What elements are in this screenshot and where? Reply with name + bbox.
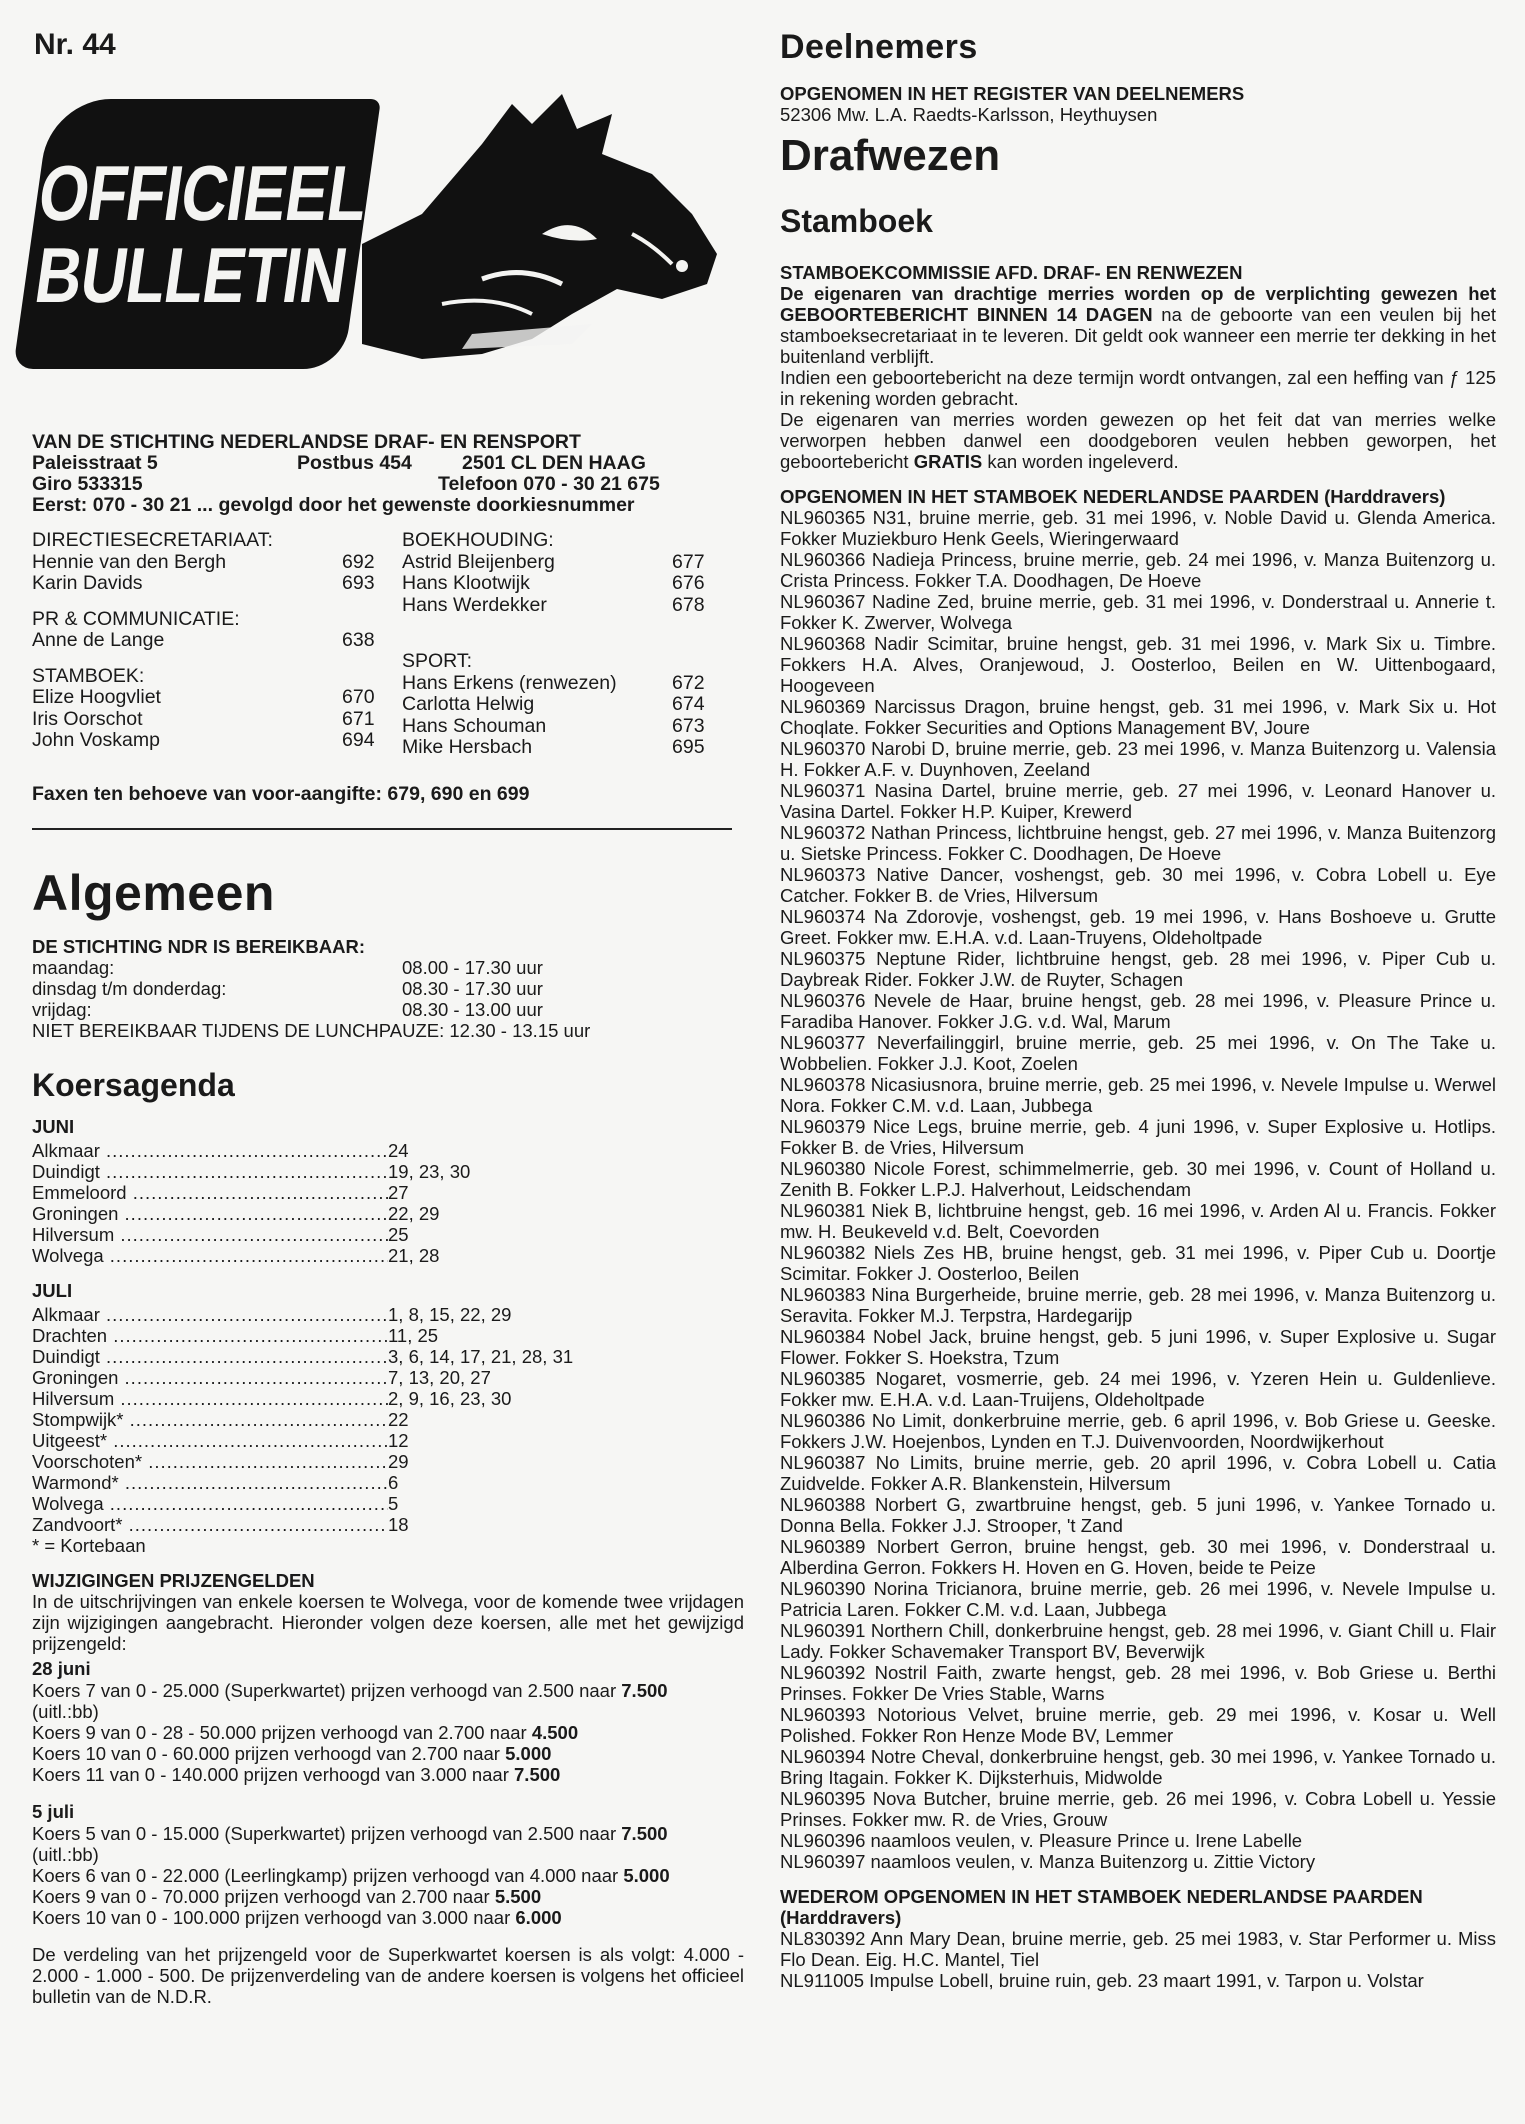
staff-name: John Voskamp [32,729,160,751]
agenda-dates: 1, 8, 15, 22, 29 [388,1303,512,1325]
agenda-venue: Voorschoten* ..... [32,1451,388,1472]
horse-entry: NL830392 Ann Mary Dean, bruine merrie, geb. 25 mei 1983, v. Star Performer u. Miss Flo Dean. Eig. H.C. Mantel, Tiel [780,1928,1496,1970]
stamboek-section [32,666,402,752]
prize-text: Koers 6 van 0 - 22.000 (Leerlingkamp) prijzen verhoogd van 4.000 naar [32,1864,624,1886]
staff-name: Hans Werdekker [402,593,547,616]
hours-row [32,999,744,1020]
staff-line [402,552,732,574]
staff-name: Hans Klootwijk [402,572,530,594]
staff-line [32,709,402,731]
staff-name: Elize Hoogvliet [32,686,161,708]
agenda-row [32,1304,744,1325]
staff-line [402,694,732,716]
pr-section [32,609,402,652]
horse-entry: NL960395 Nova Butcher, bruine merrie, geb. 26 mei 1996, v. Cobra Lobell u. Yessie Prinses. Fokker mw. R. de Vries, Grouw [780,1788,1496,1830]
first-digits: Eerst: 070 - 30 21 ... gevolgd door het gewenste doorkiesnummer [32,494,635,516]
horse-entry: NL960365 N31, bruine merrie, geb. 31 mei 1996, v. Noble David u. Glenda America. Fokker Muziekburo Henk Geels, Wieringerwaard [780,507,1496,549]
notice-p1-rest: na de geboorte van een veulen bij het stamboeksecretariaat in te leveren. Dit geldt ook wanneer een merrie ter dekking in het buitenland verblijft. [780,304,1496,367]
prize-text: (uitl.:bb) [32,1700,99,1722]
staff-line [32,552,402,574]
staff-col-2 [402,530,732,773]
staff-ext: 673 [672,714,705,737]
agenda-dates: 5 [388,1492,399,1514]
agenda-venue: Alkmaar ..... [32,1140,388,1161]
notice-p3-bold: GRATIS [913,451,983,472]
agenda-venue: Warmond* ..... [32,1472,388,1493]
staff-name: Astrid Bleijenberg [402,550,555,573]
staff-ext: 676 [672,572,705,594]
agenda-row [32,1409,744,1430]
agenda-dates: 25 [388,1223,409,1245]
prize-text: Koers 9 van 0 - 28 - 50.000 prijzen verhoogd van 2.700 naar [32,1721,532,1743]
wederom-entries [780,1928,1496,1991]
horse-entry: NL960377 Neverfailinggirl, bruine merrie, geb. 25 mei 1996, v. On The Take u. Wobbelien. Fokker J.J. Koot, Zoelen [780,1032,1496,1074]
agenda-venue: Hilversum ..... [32,1224,388,1245]
horse-entry: NL960392 Nostril Faith, zwarte hengst, geb. 28 mei 1996, v. Bob Griese u. Berthi Prinses. Fokker De Vries Stable, Warns [780,1662,1496,1704]
prize-amount: 7.500 [621,1822,668,1844]
agenda-venue: Hilversum ..... [32,1388,388,1409]
horse-entry: NL960391 Northern Chill, donkerbruine hengst, geb. 28 mei 1996, v. Giant Chill u. Flair Lady. Fokker Schavemaker Transport BV, Beverwijk [780,1620,1496,1662]
staff-line [402,673,732,695]
staff-ext: 695 [672,736,705,758]
prize-amount: 7.500 [514,1763,561,1785]
agenda-dates: 24 [388,1139,409,1161]
notice-p1-bold: De eigenaren van drachtige merries worden op de verplichting gewezen het GEBOORTEBERICHT BINNEN 14 DAGEN [780,283,1496,325]
horse-entry: NL960389 Norbert Gerron, bruine hengst, geb. 30 mei 1996, v. Donderstraal u. Alberdina Gerron. Fokkers H. Hoven en G. Hoven, beide te Peize [780,1536,1496,1578]
prize-text: (uitl.:bb) [32,1843,99,1865]
staff-col-1 [32,530,402,773]
agenda-row [32,1472,744,1493]
horse-entry: NL960378 Nicasiusnora, bruine merrie, geb. 25 mei 1996, v. Nevele Impulse u. Werwel Nora. Fokker C.M. v.d. Laan, Jubbega [780,1074,1496,1116]
prize-list-2 [32,1823,744,1928]
wijzigingen-outro: De verdeling van het prijzengeld voor de Superkwartet koersen is als volgt: 4.000 - 2.000 - 1.000 - 500. De prijzenverdeling van de andere koersen is volgens het officieel bulletin van de N.D.R. [32,1943,744,2007]
staff-directory [32,530,744,773]
prize-amount: 7.500 [621,1679,668,1701]
horse-entry: NL960386 No Limit, donkerbruine merrie, geb. 6 april 1996, v. Bob Griese u. Geeske. Fokkers J.W. Hoejenbos, Lynden en T.J. Duivenvoorden, Noordwijkerhout [780,1410,1496,1452]
street: Paleisstraat 5 [32,452,158,474]
horse-entry: NL960383 Nina Burgerheide, bruine merrie, geb. 28 mei 1996, v. Manza Buitenzorg u. Seravita. Fokker M.J. Terpstra, Hardegarijp [780,1284,1496,1326]
horse-entry: NL960387 No Limits, bruine merrie, geb. 20 april 1996, v. Cobra Lobell u. Catia Zuidvelde. Fokker A.R. Blankenstein, Hilversum [780,1452,1496,1494]
staff-line [402,595,732,617]
agenda-dates: 11, 25 [388,1324,439,1346]
hours-day: maandag: [32,956,115,978]
notice-p2: Indien een geboortebericht na deze termijn wordt ontvangen, zal een heffing van ƒ 125 in rekening worden gebracht. [780,367,1496,409]
staff-ext: 638 [342,629,375,651]
agenda-dates: 2, 9, 16, 23, 30 [388,1387,512,1409]
horse-entry: NL960370 Narobi D, bruine merrie, geb. 23 mei 1996, v. Manza Buitenzorg u. Valensia H. Fokker A.F. v. Duynhoven, Zeeland [780,738,1496,780]
notice-p1 [780,283,1496,367]
month-label: JULI [32,1279,73,1301]
month-label: JUNI [32,1115,75,1137]
prize-line [32,1844,744,1865]
staff-line [402,737,732,759]
agenda-row [32,1493,744,1514]
agenda-row [32,1161,744,1182]
staff-ext: 674 [672,693,705,715]
agenda-dates: 22, 29 [388,1202,440,1224]
prize-text: Koers 7 van 0 - 25.000 (Superkwartet) prijzen verhoogd van 2.500 naar [32,1679,622,1701]
horse-entry: NL960393 Notorious Velvet, bruine merrie, geb. 29 mei 1996, v. Kosar u. Well Polished. Fokker Ron Henze Mode BV, Lemmer [780,1704,1496,1746]
staff-ext: 671 [342,707,375,730]
contact-row [32,474,744,495]
agenda-venue: Stompwijk* ..... [32,1409,388,1430]
staff-ext: 672 [672,671,705,694]
publisher-block [32,432,744,516]
agenda-row [32,1224,744,1245]
agenda-row [32,1346,744,1367]
agenda-venue: Duindigt ..... [32,1161,388,1182]
algemeen-heading: Algemeen [32,864,275,921]
horse-entry: NL960372 Nathan Princess, lichtbruine hengst, geb. 27 mei 1996, v. Manza Buitenzorg u. Sietske Princess. Fokker C. Doodhagen, De Hoeve [780,822,1496,864]
notice-p3-c: kan worden ingeleverd. [982,451,1179,472]
prize-line [32,1865,744,1886]
bulletin-logo [32,84,722,384]
divider [32,828,732,830]
staff-name: Anne de Lange [32,629,165,651]
stamboek-entries [780,507,1496,1872]
kortebaan-note: * = Kortebaan [32,1534,146,1556]
staff-line [32,687,402,709]
prize-date: 28 juni [32,1657,91,1679]
stamboek-title: STAMBOEK: [32,664,145,687]
horse-entry: NL960382 Niels Zes HB, bruine hengst, geb. 31 mei 1996, v. Piper Cub u. Doortje Scimitar. Fokker J. Oosterloo, Beilen [780,1242,1496,1284]
staff-ext: 694 [342,729,375,751]
horse-entry: NL960369 Narcissus Dragon, bruine hengst, geb. 31 mei 1996, v. Mark Six u. Hot Choqlate. Fokker Securities and Options Management BV, Joure [780,696,1496,738]
commissie-title: STAMBOEKCOMMISSIE AFD. DRAF- EN RENWEZEN [780,262,1243,283]
horse-entry: NL960379 Nice Legs, bruine merrie, geb. 4 juni 1996, v. Super Explosive u. Hotlips. Fokker B. de Vries, Hilversum [780,1116,1496,1158]
horse-entry: NL960374 Na Zdorovje, voshengst, geb. 19 mei 1996, v. Hans Boshoeve u. Grutte Greet. Fokker mw. E.H.A. v.d. Laan-Truyens, Oldeholtpade [780,906,1496,948]
agenda-venue: Uitgeest* ..... [32,1430,388,1451]
opgenomen-title: OPGENOMEN IN HET STAMBOEK NEDERLANDSE PAARDEN (Harddravers) [780,486,1446,507]
left-column [32,28,744,2007]
horse-entry: NL960388 Norbert G, zwartbruine hengst, geb. 5 juni 1996, v. Yankee Tornado u. Donna Bella. Fokker J.J. Strooper, 't Zand [780,1494,1496,1536]
staff-name: Iris Oorschot [32,707,143,730]
juli-list [32,1304,744,1535]
prize-line [32,1743,744,1764]
horse-entry: NL960373 Native Dancer, voshengst, geb. 30 mei 1996, v. Cobra Lobell u. Eye Catcher. Fokker B. de Vries, Hilversum [780,864,1496,906]
hours-time: 08.00 - 17.30 uur [402,956,543,978]
sport-title: SPORT: [402,650,473,672]
staff-ext: 678 [672,593,705,616]
giro: Giro 533315 [32,473,143,495]
stamboek-heading: Stamboek [780,203,933,239]
fax-note: Faxen ten behoeve van voor-aangifte: 679, 690 en 699 [32,782,530,805]
prize-amount: 5.000 [623,1864,670,1886]
prize-line [32,1722,744,1743]
prize-text: Koers 9 van 0 - 70.000 prijzen verhoogd van 2.700 naar [32,1885,495,1907]
agenda-venue: Wolvega ..... [32,1245,388,1266]
prize-line [32,1701,744,1722]
staff-line [32,573,402,595]
agenda-dates: 19, 23, 30 [388,1160,471,1182]
prize-date: 5 juli [32,1800,75,1822]
agenda-row [32,1451,744,1472]
horse-entry: NL960384 Nobel Jack, bruine hengst, geb. 5 juni 1996, v. Super Explosive u. Sugar Flower. Fokker S. Hoekstra, Tzum [780,1326,1496,1368]
horse-entry: NL960371 Nasina Dartel, bruine merrie, geb. 27 mei 1996, v. Leonard Hanover u. Vasina Dartel. Fokker H.P. Kuiper, Krewerd [780,780,1496,822]
staff-line [32,730,402,752]
staff-name: Hans Erkens (renwezen) [402,671,617,694]
agenda-row [32,1245,744,1266]
horse-entry: NL960394 Notre Cheval, donkerbruine hengst, geb. 30 mei 1996, v. Yankee Tornado u. Bring Itagain. Fokker K. Dijksterhuis, Midwolde [780,1746,1496,1788]
agenda-row [32,1388,744,1409]
notice-p3-a: De eigenaren van merries worden gewezen op het feit dat van merries welke verworpen hebben danwel een doodgeboren veulen hebben geworpen, het geboortebericht [780,409,1496,472]
race-agenda [32,1116,744,1556]
agenda-row [32,1325,744,1346]
prize-amount: 5.500 [494,1885,542,1907]
horse-entry: NL960375 Neptune Rider, lichtbruine hengst, geb. 28 mei 1996, v. Piper Cub u. Daybreak Rider. Fokker J.W. de Ruyter, Schagen [780,948,1496,990]
horse-entry: NL960385 Nogaret, vosmerrie, geb. 24 mei 1996, v. Yzeren Hein u. Guldenlieve. Fokker mw. E.H.A. v.d. Laan-Truijens, Oldeholtpade [780,1368,1496,1410]
agenda-row [32,1140,744,1161]
publisher-name: VAN DE STICHTING NEDERLANDSE DRAF- EN RENSPORT [32,431,581,453]
staff-name: Hennie van den Bergh [32,550,227,573]
wijzigingen-intro: In de uitschrijvingen van enkele koersen te Wolvega, voor de komende twee vrijdagen zijn wijzigingen aangebracht. Hieronder volgen deze koersen, alle met het gewijzigd prijzengeld: [32,1590,744,1654]
agenda-dates: 6 [388,1471,399,1493]
staff-name: Hans Schouman [402,714,547,737]
hours-time: 08.30 - 17.30 uur [402,977,543,999]
lunch-note: NIET BEREIKBAAR TIJDENS DE LUNCHPAUZE: 12.30 - 13.15 uur [32,1019,591,1041]
horse-entry: NL960381 Niek B, lichtbruine hengst, geb. 16 mei 1996, v. Arden Al u. Francis. Fokker mw. H. Beukeveld v.d. Belt, Coevorden [780,1200,1496,1242]
agenda-row [32,1367,744,1388]
staff-line [402,716,732,738]
prize-text: Koers 10 van 0 - 100.000 prijzen verhoogd van 3.000 naar [32,1906,516,1928]
agenda-dates: 7, 13, 20, 27 [388,1366,491,1388]
drafwezen-heading: Drafwezen [780,131,1001,180]
staff-ext: 677 [672,550,705,573]
prize-text: Koers 11 van 0 - 140.000 prijzen verhoogd van 3.000 naar [32,1763,515,1785]
staff-line [402,573,732,595]
agenda-venue: Drachten ..... [32,1325,388,1346]
city: 2501 CL DEN HAAG [462,452,646,474]
issue-number: Nr. 44 [34,28,116,61]
prize-amount: 4.500 [531,1721,579,1743]
staff-name: Karin Davids [32,572,143,594]
prize-line [32,1886,744,1907]
notice-p3 [780,409,1496,472]
staff-ext: 692 [342,550,375,573]
right-column [780,28,1496,1991]
agenda-row [32,1514,744,1535]
sport-section [402,651,732,759]
agenda-dates: 22 [388,1408,409,1430]
deelnemers-heading: Deelnemers [780,28,978,66]
pr-title: PR & COMMUNICATIE: [32,607,240,630]
prize-amount: 5.000 [505,1742,552,1764]
prize-amount: 6.000 [515,1906,562,1928]
agenda-venue: Groningen ..... [32,1367,388,1388]
phone: Telefoon 070 - 30 21 675 [438,473,660,495]
directie-section [32,530,402,595]
postbus: Postbus 454 [297,452,412,474]
agenda-venue: Alkmaar ..... [32,1304,388,1325]
agenda-dates: 27 [388,1181,409,1203]
hours-row [32,957,744,978]
reach-title: DE STICHTING NDR IS BEREIKBAAR: [32,935,366,957]
agenda-row [32,1203,744,1224]
agenda-venue: Zandvoort* ..... [32,1514,388,1535]
horse-entry: NL960396 naamloos veulen, v. Pleasure Prince u. Irene Labelle [780,1830,1303,1851]
staff-ext: 693 [342,572,375,594]
horse-entry: NL960380 Nicole Forest, schimmelmerrie, geb. 30 mei 1996, v. Count of Holland u. Zenith B. Fokker L.P.J. Halverhout, Leidschendam [780,1158,1496,1200]
prize-line [32,1680,744,1701]
horse-entry: NL911005 Impulse Lobell, bruine ruin, geb. 23 maart 1991, v. Tarpon u. Volstar [780,1970,1424,1991]
agenda-venue: Duindigt ..... [32,1346,388,1367]
horse-entry: NL960376 Nevele de Haar, bruine hengst, geb. 28 mei 1996, v. Pleasure Prince u. Faradiba Hanover. Fokker J.G. v.d. Wal, Marum [780,990,1496,1032]
horse-head-icon [362,84,722,384]
prize-line [32,1823,744,1844]
prize-text: Koers 5 van 0 - 15.000 (Superkwartet) prijzen verhoogd van 2.500 naar [32,1822,622,1844]
directie-title: DIRECTIESECRETARIAAT: [32,529,273,551]
hours-time: 08.30 - 13.00 uur [402,998,543,1020]
wijzigingen-title: WIJZIGINGEN PRIJZENGELDEN [32,1569,315,1591]
opening-hours [32,957,744,1020]
agenda-row [32,1182,744,1203]
logo-line-1: OFFICIEEL [33,149,373,237]
hours-day: vrijdag: [32,998,92,1020]
agenda-venue: Emmeloord ..... [32,1182,388,1203]
horse-entry: NL960368 Nadir Scimitar, bruine hengst, geb. 31 mei 1996, v. Mark Six u. Timbre. Fokkers H.A. Alves, Oranjewoud, J. Oosterloo, Beilen en W. Uittenbogaard, Hoogeveen [780,633,1496,696]
staff-ext: 670 [342,686,375,708]
hours-day: dinsdag t/m donderdag: [32,977,227,999]
prize-list-1 [32,1680,744,1785]
prize-text: Koers 10 van 0 - 60.000 prijzen verhoogd van 2.700 naar [32,1742,506,1764]
prize-line [32,1907,744,1928]
juni-list [32,1140,744,1266]
deelnemers-sub: OPGENOMEN IN HET REGISTER VAN DEELNEMERS [780,83,1245,104]
agenda-row [32,1430,744,1451]
hours-row [32,978,744,999]
staff-line [32,630,402,652]
agenda-dates: 18 [388,1513,409,1535]
boekhouding-title: BOEKHOUDING: [402,529,554,551]
horse-entry: NL960397 naamloos veulen, v. Manza Buitenzorg u. Zittie Victory [780,1851,1316,1872]
agenda-dates: 29 [388,1450,409,1472]
logo-line-2: BULLETIN [30,231,353,319]
address-row [32,453,744,474]
wederom-title: WEDEROM OPGENOMEN IN HET STAMBOEK NEDERLANDSE PAARDEN (Harddravers) [780,1886,1423,1928]
agenda-dates: 3, 6, 14, 17, 21, 28, 31 [388,1345,574,1367]
boekhouding-section [402,530,732,616]
agenda-venue: Wolvega ..... [32,1493,388,1514]
deelnemers-entry: 52306 Mw. L.A. Raedts-Karlsson, Heythuysen [780,104,1158,125]
agenda-dates: 12 [388,1429,409,1451]
horse-entry: NL960366 Nadieja Princess, bruine merrie, geb. 24 mei 1996, v. Manza Buitenzorg u. Crista Princess. Fokker T.A. Doodhagen, De Hoeve [780,549,1496,591]
prize-line [32,1764,744,1785]
koersagenda-heading: Koersagenda [32,1066,235,1103]
agenda-venue: Groningen ..... [32,1203,388,1224]
agenda-dates: 21, 28 [388,1244,440,1266]
horse-entry: NL960367 Nadine Zed, bruine merrie, geb. 31 mei 1996, v. Donderstraal u. Annerie t. Fokker K. Zwerver, Wolvega [780,591,1496,633]
horse-entry: NL960390 Norina Tricianora, bruine merrie, geb. 26 mei 1996, v. Nevele Impulse u. Patricia Laren. Fokker C.M. v.d. Laan, Jubbega [780,1578,1496,1620]
staff-name: Mike Hersbach [402,736,533,758]
logo-text-block [13,99,381,369]
staff-name: Carlotta Helwig [402,693,535,715]
